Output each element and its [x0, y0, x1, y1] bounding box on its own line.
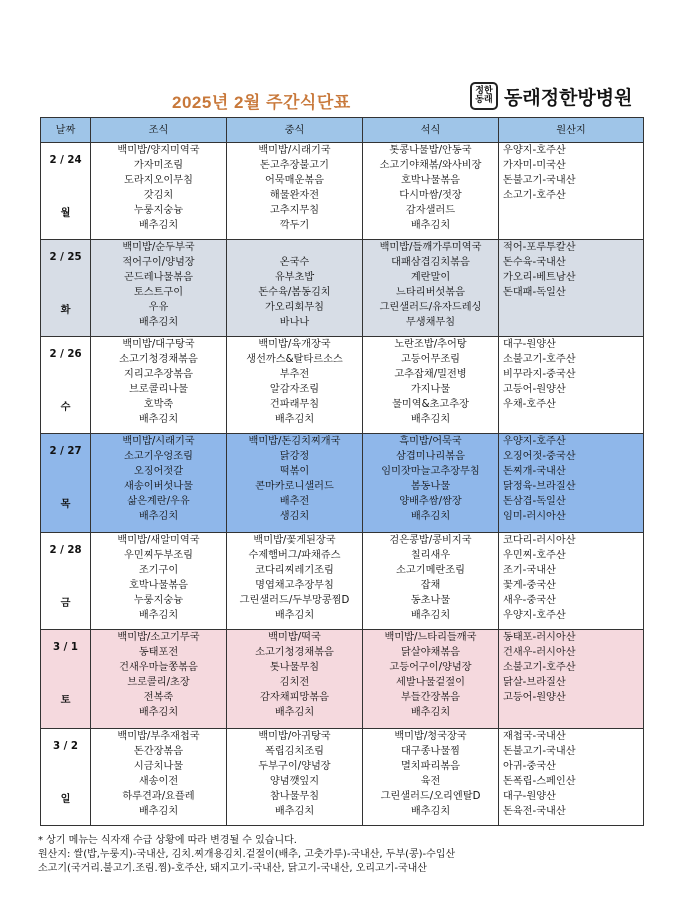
origin-item: 대구-원양산 — [503, 339, 556, 350]
origin-item: 코다리-러시아산 — [503, 535, 576, 546]
menu-item: 해물완자전 — [269, 190, 320, 201]
menu-item: 배추김치 — [410, 511, 451, 522]
day-cell — [41, 434, 91, 533]
header-lunch: 중식 — [227, 118, 363, 143]
header-origin: 원산지 — [499, 118, 644, 143]
menu-item: 깍두기 — [279, 220, 310, 231]
menu-item: 두부구이/양념장 — [258, 761, 331, 772]
origin-item — [503, 203, 643, 218]
menu-item: 온국수 — [279, 257, 310, 268]
menu-item: 임미잣마늘고추장무침 — [381, 466, 480, 477]
origin-cell — [499, 337, 644, 434]
menu-item: 배추김치 — [138, 806, 179, 817]
origin-item: 가오리-베트남산 — [503, 272, 576, 283]
weekday-label: 금 — [60, 598, 71, 609]
origin-item: 우양지-호주산 — [503, 610, 566, 621]
origin-item: 우양지-호주산 — [503, 145, 566, 156]
menu-item: 배추김치 — [410, 220, 451, 231]
menu-item: 백미밥/새알미역국 — [117, 535, 200, 546]
origin-item: 소불고기-호주산 — [503, 354, 576, 365]
lunch-cell — [227, 533, 363, 630]
menu-item: 가지나물 — [410, 384, 451, 395]
date-label: 2 / 26 — [49, 349, 82, 360]
menu-item: 백미밥/청국장국 — [394, 731, 467, 742]
menu-item: 부추전 — [279, 369, 310, 380]
origin-item: 우민찌-호주산 — [503, 550, 566, 561]
menu-item: 백미밥/육개장국 — [258, 339, 331, 350]
origin-item: 소불고기-호주산 — [503, 662, 576, 673]
day-cell — [41, 143, 91, 240]
menu-item: 잡채 — [420, 580, 441, 591]
day-cell — [41, 337, 91, 434]
origin-item: 대구-원양산 — [503, 791, 556, 802]
menu-item: 도라지오이무침 — [124, 175, 193, 186]
menu-item: 백미밥/아귀탕국 — [258, 731, 331, 742]
menu-item: 새송이전 — [138, 776, 179, 787]
menu-item: 생선까스&탈타르소스 — [246, 354, 343, 365]
hospital-logo — [470, 82, 632, 110]
dinner-cell — [363, 240, 499, 337]
origin-cell — [499, 630, 644, 729]
menu-item: 닭살야채볶음 — [400, 647, 461, 658]
table-row — [41, 240, 644, 337]
menu-item: 배추김치 — [138, 610, 179, 621]
menu-item: 가오리회무침 — [264, 302, 325, 313]
menu-item: 그린샐러드/유자드레싱 — [379, 302, 482, 313]
menu-item — [227, 240, 362, 255]
menu-item: 톳나물무침 — [269, 662, 320, 673]
menu-item: 배추김치 — [274, 707, 315, 718]
lunch-cell — [227, 434, 363, 533]
origin-item: 재첩국-국내산 — [503, 731, 566, 742]
weekly-menu-table — [40, 117, 644, 826]
menu-item: 배추김치 — [138, 317, 179, 328]
lunch-cell — [227, 143, 363, 240]
menu-item: 전복죽 — [143, 692, 174, 703]
menu-item: 돈수육/봄동김치 — [258, 287, 331, 298]
menu-item: 누룽지숭늉 — [133, 595, 184, 606]
menu-item: 흑미밥/어묵국 — [399, 436, 462, 447]
menu-item: 생김치 — [279, 511, 310, 522]
menu-item: 백미밥/들깨가루미역국 — [379, 242, 482, 253]
menu-item: 고등어무조림 — [400, 354, 461, 365]
menu-item: 지리고추장볶음 — [124, 369, 193, 380]
menu-item: 봄동나물 — [410, 481, 451, 492]
menu-item: 감자채피망볶음 — [260, 692, 329, 703]
menu-item: 배추김치 — [138, 707, 179, 718]
menu-item: 배추김치 — [274, 806, 315, 817]
menu-item: 멸치파리볶음 — [400, 761, 461, 772]
menu-item: 누룽지숭늉 — [133, 205, 184, 216]
weekday-label: 수 — [60, 402, 71, 413]
menu-item: 곤드레나물볶음 — [124, 272, 193, 283]
menu-item: 브로콜리/초장 — [127, 677, 190, 688]
menu-item: 백미밥/돈김치찌개국 — [248, 436, 341, 447]
menu-item: 세발나물겉절이 — [396, 677, 465, 688]
menu-item: 배추김치 — [138, 414, 179, 425]
origin-item: 돈육전-국내산 — [503, 806, 566, 817]
date-label: 2 / 25 — [49, 252, 82, 263]
day-cell — [41, 240, 91, 337]
weekday-label: 목 — [60, 499, 71, 510]
menu-item: 시금치나물 — [133, 761, 184, 772]
menu-item: 백미밥/소고기무국 — [117, 632, 200, 643]
origin-item: 돈불고기-국내산 — [503, 175, 576, 186]
menu-item: 백미밥/시래기국 — [122, 436, 195, 447]
hospital-seal-icon: 정한 동래 — [470, 82, 498, 110]
origin-item: 가자미-미국산 — [503, 160, 566, 171]
origin-item: 돈수육-국내산 — [503, 257, 566, 268]
menu-item: 백미밥/느타리들깨국 — [384, 632, 477, 643]
lunch-cell — [227, 630, 363, 729]
dinner-cell — [363, 434, 499, 533]
menu-item: 양배추쌈/쌈장 — [399, 496, 462, 507]
origin-item: 우양지-호주산 — [503, 436, 566, 447]
origin-item: 동태포-러시아산 — [503, 632, 576, 643]
origin-item: 임미-러시아산 — [503, 511, 566, 522]
origin-cell — [499, 240, 644, 337]
lunch-cell — [227, 729, 363, 826]
menu-item: 고추잡채/밀전병 — [394, 369, 467, 380]
menu-item: 다시마쌈/젓장 — [399, 190, 462, 201]
origin-item: 고등어-원양산 — [503, 384, 566, 395]
breakfast-cell — [91, 729, 227, 826]
menu-item: 건새우마늘쫑볶음 — [119, 662, 198, 673]
table-row — [41, 434, 644, 533]
menu-item: 돈간장볶음 — [133, 746, 184, 757]
breakfast-cell — [91, 533, 227, 630]
date-label: 2 / 24 — [49, 155, 82, 166]
origin-item: 돈삼겹-독일산 — [503, 496, 566, 507]
hospital-name: 동래정한방병원 — [504, 86, 633, 109]
origin-item — [503, 412, 643, 427]
breakfast-cell — [91, 630, 227, 729]
origin-item — [503, 218, 643, 233]
menu-item: 동초나물 — [410, 595, 451, 606]
menu-item: 배추김치 — [138, 220, 179, 231]
breakfast-cell — [91, 143, 227, 240]
menu-item: 백미밥/순두부국 — [122, 242, 195, 253]
menu-item: 알감자조림 — [269, 384, 320, 395]
menu-item: 유부초밥 — [274, 272, 315, 283]
note-line: * 상기 메뉴는 식자재 수급 상황에 따라 변경될 수 있습니다. — [38, 835, 297, 846]
origin-item: 건새우-러시아산 — [503, 647, 576, 658]
origin-item: 조기-국내산 — [503, 565, 556, 576]
date-label: 2 / 27 — [49, 446, 82, 457]
menu-item: 백미밥/떡국 — [268, 632, 321, 643]
table-header-row — [41, 118, 644, 143]
origin-item — [503, 705, 643, 720]
menu-item: 호박죽 — [143, 399, 174, 410]
menu-item: 코다리찌레기조림 — [255, 565, 334, 576]
breakfast-cell — [91, 434, 227, 533]
origin-item: 오징어젓-중국산 — [503, 451, 576, 462]
menu-item: 계란말이 — [410, 272, 451, 283]
menu-item: 물미역&초고추장 — [392, 399, 469, 410]
menu-item: 조기구이 — [138, 565, 179, 576]
menu-item: 무생채무침 — [405, 317, 456, 328]
date-label: 3 / 2 — [53, 741, 78, 752]
menu-item: 떡볶이 — [279, 466, 310, 477]
menu-item: 배추김치 — [274, 414, 315, 425]
origin-item: 돈폭립-스페인산 — [503, 776, 576, 787]
menu-item: 가자미조림 — [133, 160, 184, 171]
menu-item: 노란조밥/추어탕 — [394, 339, 467, 350]
origin-cell — [499, 533, 644, 630]
note-line: 소고기(국거리.불고기.조림.찜)-호주산, 돼지고기-국내산, 닭고기-국내산, 오리고기-국내산 — [38, 863, 427, 874]
menu-item: 검은콩밥/콩비지국 — [389, 535, 472, 546]
menu-item: 삶은계란/우유 — [127, 496, 190, 507]
menu-item: 호박나물볶음 — [128, 580, 189, 591]
menu-item: 하루견과/요플레 — [122, 791, 195, 802]
breakfast-cell — [91, 240, 227, 337]
origin-item: 우채-호주산 — [503, 399, 556, 410]
table-row — [41, 533, 644, 630]
menu-item: 느타리버섯볶음 — [396, 287, 465, 298]
menu-item: 갓김치 — [143, 190, 174, 201]
menu-item: 백미밥/양지미역국 — [117, 145, 200, 156]
origin-item: 돈불고기-국내산 — [503, 746, 576, 757]
menu-item: 토스트구이 — [133, 287, 184, 298]
menu-item: 백미밥/부추재첩국 — [117, 731, 200, 742]
origin-item: 비꾸라지-중국산 — [503, 369, 576, 380]
menu-item: 그린샐러드/오리엔탈D — [380, 791, 481, 802]
menu-item: 콘마카로니샐러드 — [255, 481, 334, 492]
menu-item: 새송이버섯나물 — [124, 481, 193, 492]
menu-item: 백미밥/시래기국 — [258, 145, 331, 156]
header-dinner: 석식 — [363, 118, 499, 143]
menu-item: 동태포전 — [138, 647, 179, 658]
menu-item: 백미밥/대구탕국 — [122, 339, 195, 350]
menu-item: 대패삼겹김치볶음 — [391, 257, 470, 268]
menu-item: 참나물무침 — [269, 791, 320, 802]
menu-item: 배추김치 — [138, 511, 179, 522]
table-row — [41, 337, 644, 434]
menu-item: 감자샐러드 — [405, 205, 456, 216]
table-row — [41, 630, 644, 729]
menu-item: 호박나물볶음 — [400, 175, 461, 186]
header-breakfast: 조식 — [91, 118, 227, 143]
menu-item: 소고기청경채볶음 — [255, 647, 334, 658]
menu-item: 오징어젓갈 — [133, 466, 184, 477]
date-label: 2 / 28 — [49, 545, 82, 556]
menu-item: 양념깻잎지 — [269, 776, 320, 787]
menu-item: 소고기메란조림 — [396, 565, 465, 576]
origin-cell — [499, 729, 644, 826]
menu-item: 브로콜리나물 — [128, 384, 189, 395]
dinner-cell — [363, 729, 499, 826]
page-title: 2025년 2월 주간식단표 — [172, 93, 351, 112]
lunch-cell — [227, 337, 363, 434]
menu-item: 배추김치 — [274, 610, 315, 621]
menu-item: 돈고추장불고기 — [260, 160, 329, 171]
menu-item: 명엽채고추장무침 — [255, 580, 334, 591]
origin-item: 꽃게-중국산 — [503, 580, 556, 591]
origin-item: 아귀-중국산 — [503, 761, 556, 772]
origin-item: 소고기-호주산 — [503, 190, 566, 201]
origin-item — [503, 315, 643, 330]
origin-item: 닭살-브라질산 — [503, 677, 566, 688]
origin-item: 적어-포루투칼산 — [503, 242, 576, 253]
menu-item: 배추전 — [279, 496, 310, 507]
origin-item: 돈대패-독일산 — [503, 287, 566, 298]
menu-item: 어묵매운볶음 — [264, 175, 325, 186]
header-date: 날짜 — [41, 118, 91, 143]
menu-item: 삼겹미나리볶음 — [396, 451, 465, 462]
menu-item: 톳콩나물밥/안동국 — [389, 145, 472, 156]
origin-item: 고등어-원양산 — [503, 692, 566, 703]
dinner-cell — [363, 533, 499, 630]
menu-item: 배추김치 — [410, 610, 451, 621]
note-line: 원산지: 쌀(밥,누룽지)-국내산, 김치.찌개용김치.겉절이(배추, 고춧가루)-국내산, 두부(콩)-수입산 — [38, 849, 456, 860]
origin-cell — [499, 434, 644, 533]
menu-item: 수제햄버그/파채쥬스 — [248, 550, 341, 561]
menu-item: 김치전 — [279, 677, 310, 688]
menu-item: 우유 — [148, 302, 169, 313]
day-cell — [41, 630, 91, 729]
dinner-cell — [363, 630, 499, 729]
table-row — [41, 143, 644, 240]
menu-item: 적어구이/양념장 — [122, 257, 195, 268]
menu-item: 고등어구이/양념장 — [389, 662, 472, 673]
menu-item: 고추지무침 — [269, 205, 320, 216]
origin-item — [503, 300, 643, 315]
lunch-cell — [227, 240, 363, 337]
day-cell — [41, 729, 91, 826]
weekday-label: 월 — [60, 208, 71, 219]
dinner-cell — [363, 337, 499, 434]
notes — [38, 834, 455, 876]
table-row — [41, 729, 644, 826]
menu-table-body — [41, 143, 644, 826]
origin-item: 새우-중국산 — [503, 595, 556, 606]
menu-item: 우민찌두부조림 — [124, 550, 193, 561]
menu-item: 배추김치 — [410, 806, 451, 817]
menu-item: 소고기야채볶/와사비장 — [379, 160, 482, 171]
date-label: 3 / 1 — [53, 642, 78, 653]
menu-item: 소고기청경채볶음 — [119, 354, 198, 365]
menu-item: 배추김치 — [410, 414, 451, 425]
menu-item: 건파래무침 — [269, 399, 320, 410]
menu-item: 소고기우엉조림 — [124, 451, 193, 462]
weekday-label: 토 — [60, 695, 71, 706]
menu-item: 그린샐러드/두부망콩찜D — [239, 595, 350, 606]
origin-cell — [499, 143, 644, 240]
origin-item: 닭정육-브라질산 — [503, 481, 576, 492]
dinner-cell — [363, 143, 499, 240]
menu-item: 배추김치 — [410, 707, 451, 718]
weekday-label: 일 — [60, 794, 71, 805]
day-cell — [41, 533, 91, 630]
origin-item: 돈찌개-국내산 — [503, 466, 566, 477]
weekday-label: 화 — [60, 305, 71, 316]
breakfast-cell — [91, 337, 227, 434]
menu-item: 바나나 — [279, 317, 310, 328]
menu-item: 육전 — [420, 776, 441, 787]
menu-item: 백미밥/꽃게된장국 — [253, 535, 336, 546]
menu-item: 부들간장볶음 — [400, 692, 461, 703]
menu-item: 폭립김치조림 — [264, 746, 325, 757]
menu-item: 닭강정 — [279, 451, 310, 462]
menu-item: 대구종나물찜 — [400, 746, 461, 757]
menu-item: 칠리새우 — [410, 550, 451, 561]
